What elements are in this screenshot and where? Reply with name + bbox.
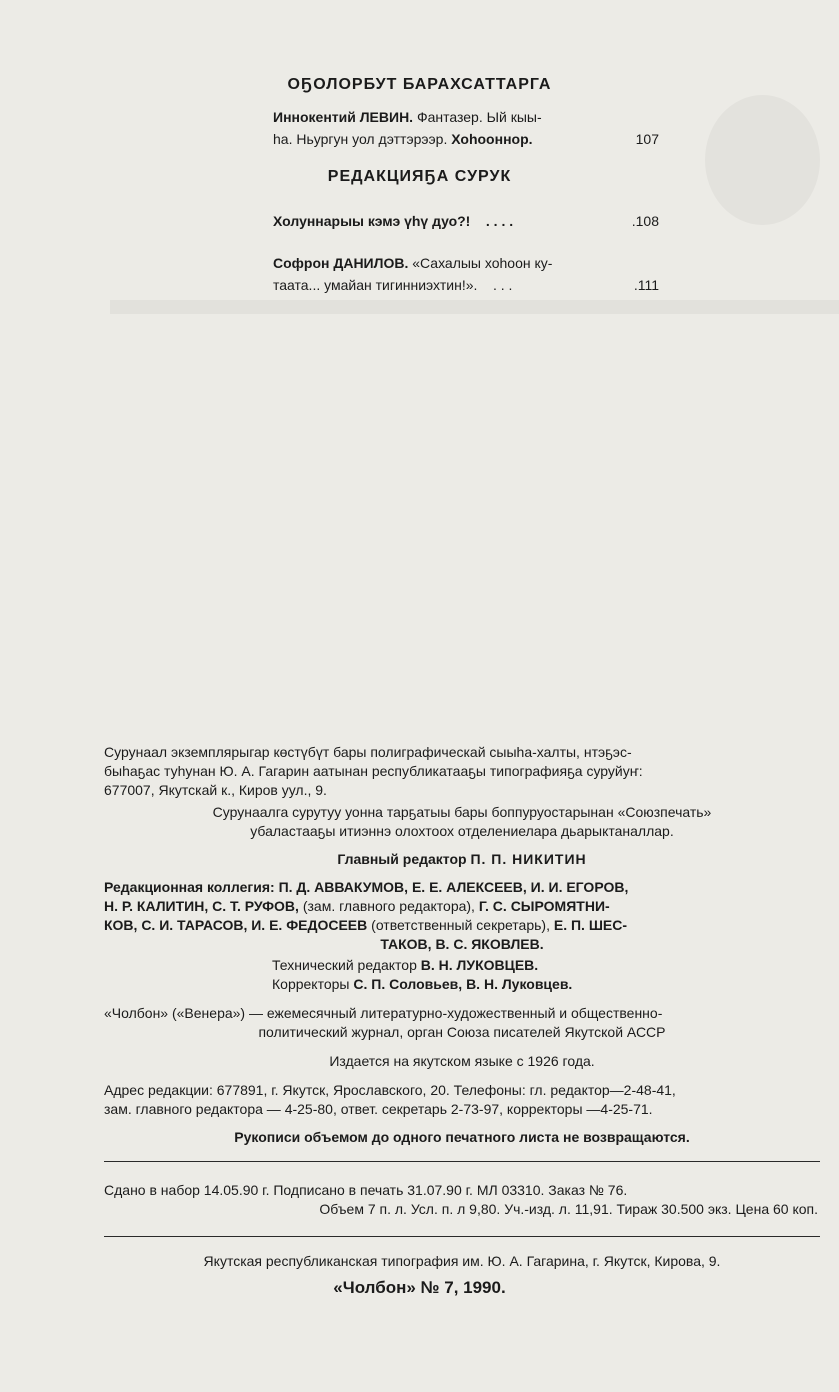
entry-text: Фантазер. Ый кыы-: [416, 109, 542, 125]
entry-page-number: 107: [635, 131, 659, 147]
chief-editor: [104, 850, 820, 869]
text-line: политический журнал, орган Союза писателей Якутской АССР: [258, 1024, 666, 1040]
technical-staff: [272, 956, 572, 994]
tech-editor-name: В. Н. ЛУКОВЦЕВ.: [420, 957, 539, 973]
issue-title: «Чолбон» № 7, 1990.: [333, 1278, 506, 1297]
text-line: Сурунаалга сурутуу уонна тарҕатыы бары боппуруостарынан «Союзпечать»: [212, 804, 712, 820]
board-label: Редакционная коллегия:: [104, 879, 275, 895]
text-line: ТАКОВ, В. С. ЯКОВЛЕВ.: [380, 936, 544, 952]
entry-page-number: .111: [633, 277, 659, 293]
board-names: КОВ, С. И. ТАРАСОВ, И. Е. ФЕДОСЕЕВ: [104, 917, 368, 933]
text-line: быһаҕас туһунан Ю. А. Гагарин аатынан республикатааҕы типографияҕа суруйуҥ:: [104, 763, 643, 779]
text-line: убаластааҕы итиэннэ олохтоох отделениелара дьарыктаналлар.: [250, 823, 674, 839]
toc-entry-danilov: [273, 252, 663, 296]
text-line: 677007, Якутскай к., Киров уул., 9.: [104, 782, 327, 798]
text-line: Адрес редакции: 677891, г. Якутск, Ярославского, 20. Телефоны: гл. редактор—2-48-41,: [104, 1082, 676, 1098]
print-info-line2: Объем 7 п. л. Усл. п. л 9,80. Уч.-изд. л. 11,91. Тираж 30.500 экз. Цена 60 коп.: [319, 1201, 818, 1217]
chief-editor-name: П. П. НИКИТИН: [470, 851, 587, 867]
entry-text: Холуннарыы кэмэ үһү дуо?!: [273, 213, 471, 229]
divider: [104, 1236, 820, 1237]
printer-info: Якутская республиканская типография им. Ю. А. Гагарина, г. Якутск, Кирова, 9.: [203, 1253, 721, 1269]
board-names: П. Д. АВВАКУМОВ, Е. Е. АЛЕКСЕЕВ, И. И. ЕГОРОВ,: [278, 879, 629, 895]
text-line: Сурунаал экземплярыгар көстүбүт бары полиграфическай сыыһа-халты, нтэҕэс-: [104, 744, 632, 760]
manuscripts-notice: Рукописи объемом до одного печатного листа не возвращаются.: [234, 1129, 690, 1145]
correctors-label: Корректоры: [272, 976, 350, 992]
journal-description: [104, 1004, 820, 1042]
editorial-board: [104, 878, 820, 954]
tech-editor: [272, 956, 572, 975]
entry-dots: . . .: [492, 277, 513, 293]
text-line: [104, 916, 820, 935]
toc-entry-levin: [273, 106, 663, 150]
entry-dots: . . . .: [485, 213, 514, 229]
show-through-band: [110, 300, 839, 314]
text-line: [104, 897, 820, 916]
toc-section-title: РЕДАКЦИЯҔА СУРУК: [327, 168, 512, 185]
board-note: (ответственный секретарь),: [371, 917, 550, 933]
entry-text: һа. Ньургун уол дэттэрээр.: [273, 131, 448, 147]
toc-entry-letter: [273, 210, 663, 232]
correctors-names: С. П. Соловьев, В. Н. Луковцев.: [353, 976, 573, 992]
toc-section-title: ОҔОЛОРБУТ БАРАХСАТТАРГА: [287, 76, 552, 93]
text-line: зам. главного редактора — 4-25-80, ответ. секретарь 2-73-97, корректоры —4-25-71.: [104, 1101, 653, 1117]
correctors: [272, 975, 572, 994]
imprint-para-subscription: [104, 803, 820, 841]
imprint-para-errors: [104, 743, 820, 800]
divider: [104, 1161, 820, 1162]
entry-author: Софрон ДАНИЛОВ.: [273, 255, 409, 271]
entry-text: «Сахалыы хоһоон ку-: [412, 255, 553, 271]
text-line: [104, 878, 820, 897]
show-through-circle: [705, 95, 820, 225]
entry-text-bold: Хоһооннор.: [451, 131, 533, 147]
tech-editor-label: Технический редактор: [272, 957, 417, 973]
entry-page-number: .108: [631, 213, 659, 229]
entry-author: Иннокентий ЛЕВИН.: [273, 109, 414, 125]
board-note: (зам. главного редактора),: [302, 898, 475, 914]
editorial-address: [104, 1081, 820, 1119]
board-names: Е. П. ШЕС-: [553, 917, 628, 933]
chief-editor-label: Главный редактор: [337, 851, 467, 867]
print-info-line1: Сдано в набор 14.05.90 г. Подписано в печать 31.07.90 г. МЛ 03310. Заказ № 76.: [104, 1182, 628, 1198]
text-line: «Чолбон» («Венера») — ежемесячный литературно-художественный и общественно-: [104, 1005, 663, 1021]
entry-text: таата... умайан тигинниэхтин!».: [273, 277, 478, 293]
board-names: Г. С. СЫРОМЯТНИ-: [478, 898, 610, 914]
publication-since: Издается на якутском языке с 1926 года.: [329, 1053, 595, 1069]
board-names: Н. Р. КАЛИТИН, С. Т. РУФОВ,: [104, 898, 299, 914]
